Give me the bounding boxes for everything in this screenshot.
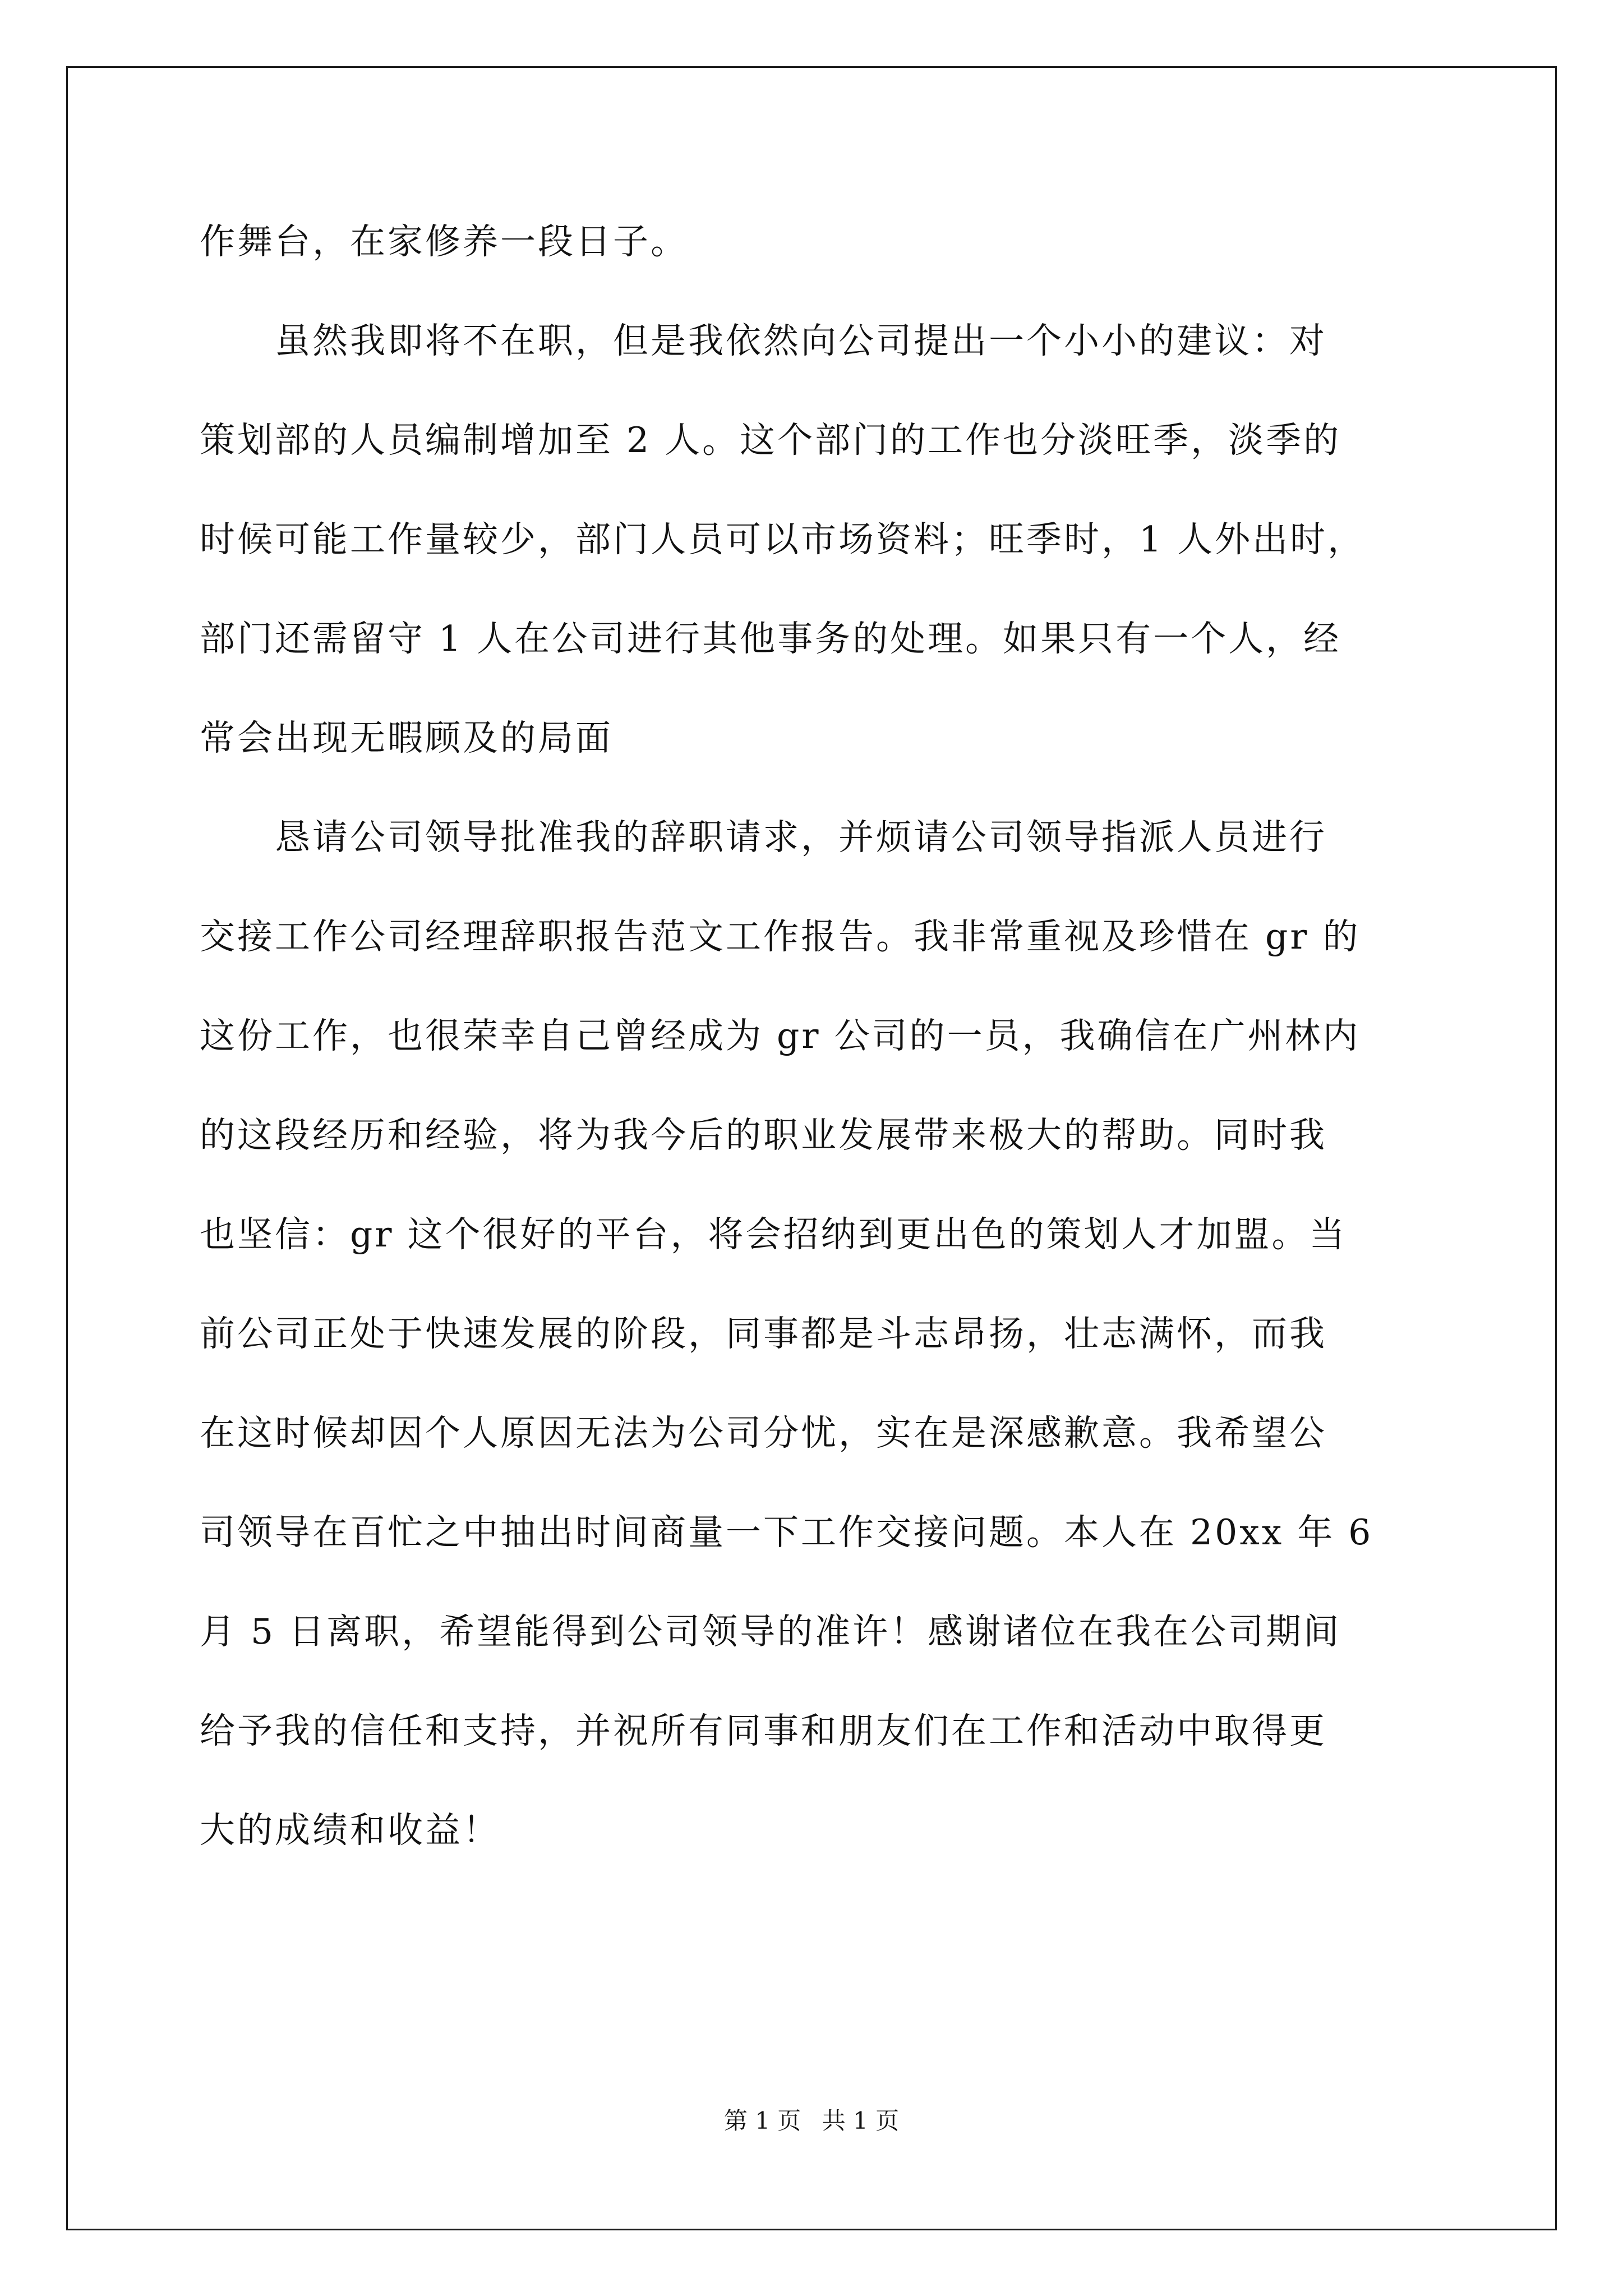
text-line: 常会出现无暇顾及的局面 <box>200 717 613 758</box>
document-body <box>200 217 1428 1904</box>
text-line: 在这时候却因个人原因无法为公司分忧，实在是深感歉意。我希望公 <box>200 1412 1327 1453</box>
text-line: 月 5 日离职，希望能得到公司领导的准许！感谢诸位在我在公司期间 <box>200 1611 1341 1652</box>
text-line: 作舞台，在家修养一段日子。 <box>200 221 688 262</box>
text-line: 也坚信：gr 这个很好的平台，将会招纳到更出色的策划人才加盟。当 <box>200 1214 1347 1255</box>
text-line: 的这段经历和经验，将为我今后的职业发展带来极大的帮助。同时我 <box>200 1115 1327 1156</box>
text-line: 大的成绩和收益！ <box>200 1810 500 1851</box>
text-line: 给予我的信任和支持，并祝所有同事和朋友们在工作和活动中取得更 <box>200 1710 1327 1751</box>
page-total: 共 1 页 <box>822 2107 900 2134</box>
text-line: 这份工作，也很荣幸自己曾经成为 gr 公司的一员，我确信在广州林内 <box>200 1015 1361 1056</box>
text-line: 时候可能工作量较少，部门人员可以市场资料；旺季时，1 人外出时， <box>200 519 1366 560</box>
text-line: 前公司正处于快速发展的阶段，同事都是斗志昂扬，壮志满怀，而我 <box>200 1313 1327 1354</box>
text-line: 司领导在百忙之中抽出时间商量一下工作交接问题。本人在 20xx 年 6 <box>200 1512 1373 1553</box>
text-line: 交接工作公司经理辞职报告范文工作报告。我非常重视及珍惜在 gr 的 <box>200 916 1361 957</box>
text-line: 虽然我即将不在职，但是我依然向公司提出一个小小的建议：对 <box>200 320 1327 361</box>
text-line: 策划部的人员编制增加至 2 人。这个部门的工作也分淡旺季，淡季的 <box>200 420 1341 461</box>
page-number: 第 1 页 <box>723 2107 801 2134</box>
page-footer <box>0 2107 1623 2135</box>
text-line: 部门还需留守 1 人在公司进行其他事务的处理。如果只有一个人，经 <box>200 618 1341 659</box>
text-line: 恳请公司领导批准我的辞职请求，并烦请公司领导指派人员进行 <box>200 817 1327 858</box>
